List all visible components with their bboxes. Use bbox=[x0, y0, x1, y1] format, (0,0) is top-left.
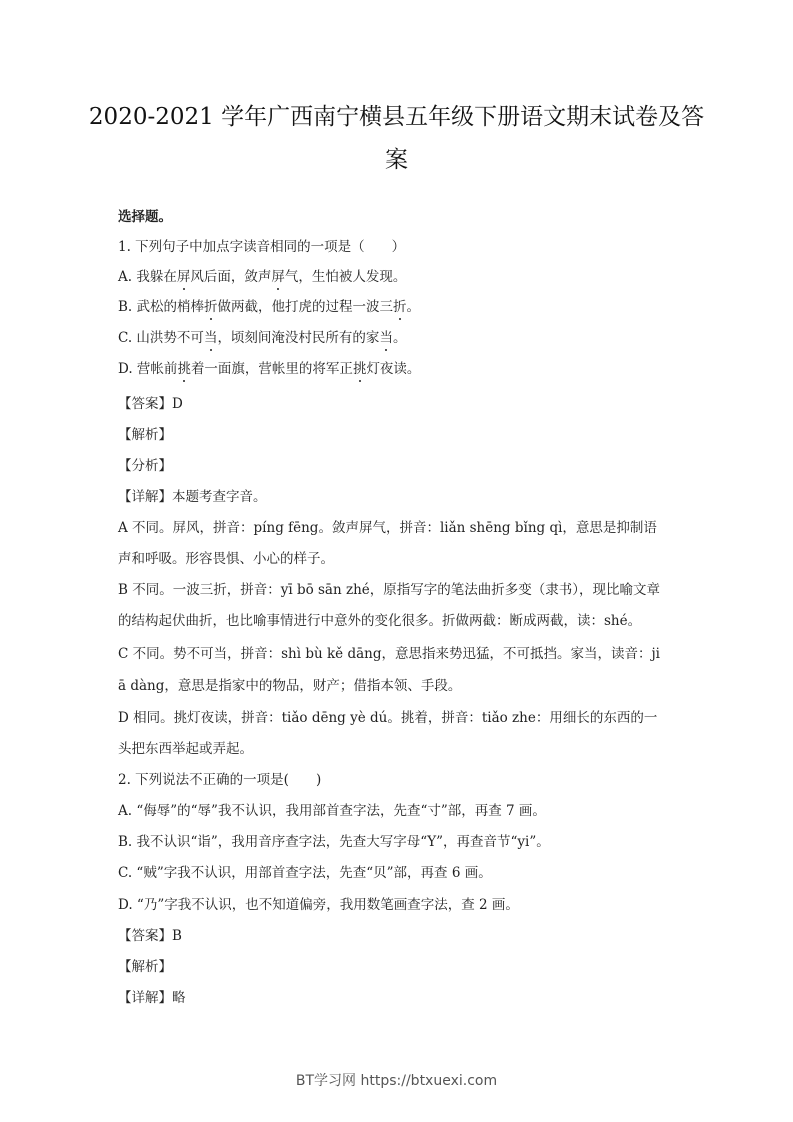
q2-detail: 【详解】略 bbox=[118, 990, 186, 1006]
q2-stem: 2. 下列说法不正确的一项是( ) bbox=[118, 772, 322, 788]
q2-analysis-label: 【解析】 bbox=[118, 959, 172, 975]
emphasis-char: 折 bbox=[204, 299, 218, 315]
explanation-line: C 不同。势不可当，拼音：shì bù kě dāng，意思指来势迅猛，不可抵挡。家当，读音：ji bbox=[118, 646, 660, 662]
option-text: 。 bbox=[392, 330, 407, 346]
emphasis-char: 屏 bbox=[176, 269, 191, 285]
explanation-line: ā dàng，意思是指家中的物品，财产；借指本领、手段。 bbox=[118, 678, 462, 694]
explanation-line: 头把东西举起或弄起。 bbox=[118, 741, 253, 757]
option-text: C. 山洪势不可 bbox=[118, 330, 204, 346]
option-text: 灯夜读。 bbox=[366, 361, 421, 377]
option-text: A. 我躲在 bbox=[118, 269, 177, 285]
explanation-line: A 不同。屏风，拼音：píng fēng。敛声屏气，拼音：liǎn shēng bǐng qì，意思是抑制语 bbox=[118, 520, 657, 536]
title-line-1: 2020-2021 学年广西南宁横县五年级下册语文期末试卷及答 bbox=[88, 104, 705, 130]
emphasis-char: 屏 bbox=[271, 269, 285, 285]
q1-option-d bbox=[118, 360, 420, 378]
q1-stem: 1. 下列句子中加点字读音相同的一项是（ ） bbox=[118, 239, 406, 255]
option-text: D. 营帐前 bbox=[118, 361, 178, 377]
q1-analysis-label: 【解析】 bbox=[118, 427, 172, 443]
option-text: 气，生怕被人发现。 bbox=[284, 269, 407, 285]
q1-option-b bbox=[118, 298, 420, 316]
q2-option-b: B. 我不认识“诣”，我用音序查字法，先查大写字母“Y”，再查音节“yi”。 bbox=[118, 834, 550, 850]
option-text: 风后面，敛声 bbox=[190, 269, 272, 285]
emphasis-char: 挑 bbox=[352, 361, 367, 377]
option-text: B. 武松的梢棒 bbox=[118, 299, 205, 315]
q1-option-a bbox=[118, 268, 406, 286]
title-line-2: 案 bbox=[385, 147, 408, 173]
q2-option-a: A. “侮辱”的“辱”我不认识，我用部首查字法，先查“寸”部，再查 7 画。 bbox=[118, 803, 546, 819]
emphasis-char: 挑 bbox=[177, 361, 191, 377]
q2-option-c: C. “贼”字我不认识，用部首查字法，先查“贝”部，再查 6 画。 bbox=[118, 865, 492, 881]
q2-option-d: D. “乃”字我不认识，也不知道偏旁，我用数笔画查字法，查 2 画。 bbox=[118, 897, 519, 913]
q1-detail: 【详解】本题考查字音。 bbox=[118, 489, 267, 505]
q1-answer: 【答案】D bbox=[118, 396, 183, 412]
section-heading: 选择题。 bbox=[118, 209, 172, 225]
explanation-line: D 相同。挑灯夜读，拼音：tiǎo dēng yè dú。挑着，拼音：tiǎo zhe：用细长的东西的一 bbox=[118, 710, 658, 726]
explanation-line: 的结构起伏曲折，也比喻事情进行中意外的变化很多。折做两截：断成两截，读：shé。 bbox=[118, 613, 642, 629]
explanation-line: B 不同。一波三折，拼音：yī bō sān zhé，原指写字的笔法曲折多变（隶书），现比喻文章 bbox=[118, 582, 661, 598]
q1-option-c bbox=[118, 329, 406, 347]
q2-answer: 【答案】B bbox=[118, 928, 182, 944]
emphasis-char: 折 bbox=[393, 299, 407, 315]
option-text: ，顷刻间淹没村民所有的家 bbox=[217, 330, 380, 346]
emphasis-char: 当 bbox=[203, 330, 218, 346]
q1-fenxi-label: 【分析】 bbox=[118, 458, 172, 474]
explanation-line: 声和呼吸。形容畏惧、小心的样子。 bbox=[118, 551, 334, 567]
emphasis-char: 当 bbox=[379, 330, 393, 346]
option-text: 着一面旗，营帐里的将军正 bbox=[190, 361, 353, 377]
option-text: 做两截，他打虎的过程一波三 bbox=[217, 299, 394, 315]
watermark-footer: BT学习网 https://btxuexi.com bbox=[295, 1073, 498, 1089]
option-text: 。 bbox=[406, 299, 421, 315]
